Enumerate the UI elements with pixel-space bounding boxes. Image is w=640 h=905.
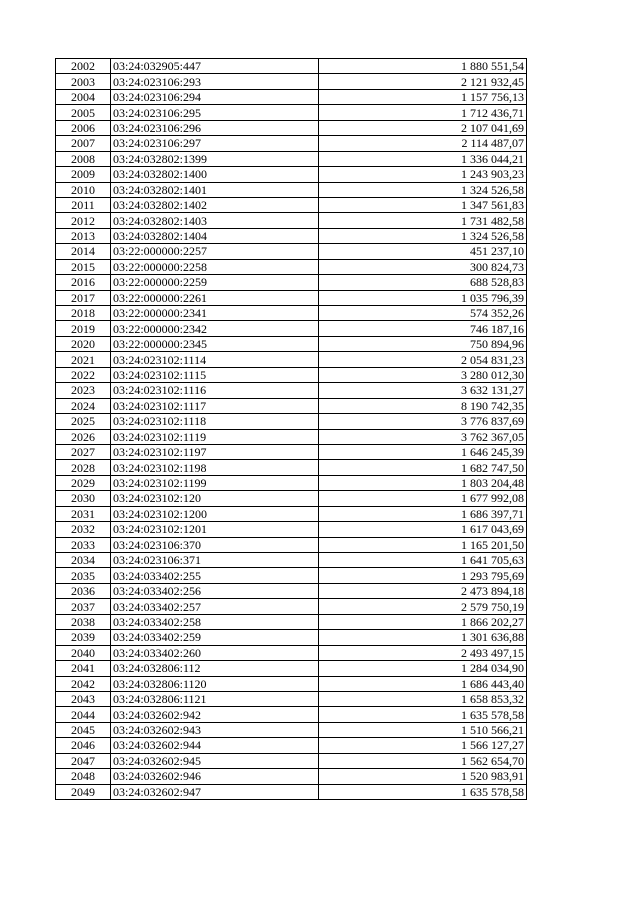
cadastral-value-cell: 2 473 894,18 [319, 583, 527, 598]
table-row [56, 722, 527, 737]
table-row [56, 136, 527, 151]
cadastral-number-cell: 03:24:032602:943 [111, 722, 319, 737]
cadastral-value-cell: 1 880 551,54 [319, 59, 527, 74]
row-number-cell: 2040 [56, 645, 111, 660]
row-number-cell: 2008 [56, 151, 111, 166]
table-row [56, 444, 527, 459]
table-row [56, 707, 527, 722]
cadastral-number-cell: 03:24:023102:1200 [111, 506, 319, 521]
cadastral-number-cell: 03:24:023106:370 [111, 537, 319, 552]
table-row [56, 383, 527, 398]
cadastral-value-cell: 1 686 443,40 [319, 676, 527, 691]
row-number-cell: 2018 [56, 306, 111, 321]
table-row [56, 630, 527, 645]
row-number-cell: 2028 [56, 460, 111, 475]
row-number-cell: 2041 [56, 661, 111, 676]
table-row [56, 197, 527, 212]
table-row [56, 336, 527, 351]
cadastral-number-cell: 03:24:032802:1403 [111, 213, 319, 228]
cadastral-number-cell: 03:24:032602:944 [111, 738, 319, 753]
cadastral-value-cell: 1 686 397,71 [319, 506, 527, 521]
cadastral-value-cell: 1 677 992,08 [319, 491, 527, 506]
table-row [56, 398, 527, 413]
row-number-cell: 2046 [56, 738, 111, 753]
table-row [56, 59, 527, 74]
cadastral-value-cell: 1 562 654,70 [319, 753, 527, 768]
cadastral-value-cell: 451 237,10 [319, 244, 527, 259]
cadastral-number-cell: 03:22:000000:2259 [111, 275, 319, 290]
cadastral-number-cell: 03:24:032602:945 [111, 753, 319, 768]
cadastral-number-cell: 03:24:032802:1401 [111, 182, 319, 197]
table-row [56, 228, 527, 243]
table-row [56, 275, 527, 290]
row-number-cell: 2031 [56, 506, 111, 521]
cadastral-number-cell: 03:22:000000:2257 [111, 244, 319, 259]
cadastral-value-cell: 1 347 561,83 [319, 197, 527, 212]
table-row [56, 105, 527, 120]
table-row [56, 676, 527, 691]
cadastral-number-cell: 03:24:023102:1199 [111, 475, 319, 490]
row-number-cell: 2011 [56, 197, 111, 212]
cadastral-value-cell: 1 682 747,50 [319, 460, 527, 475]
table-row [56, 182, 527, 197]
cadastral-number-cell: 03:22:000000:2345 [111, 336, 319, 351]
cadastral-number-cell: 03:24:023102:1201 [111, 522, 319, 537]
cadastral-number-cell: 03:24:033402:260 [111, 645, 319, 660]
table-row [56, 738, 527, 753]
cadastral-number-cell: 03:24:033402:259 [111, 630, 319, 645]
row-number-cell: 2006 [56, 120, 111, 135]
cadastral-number-cell: 03:22:000000:2341 [111, 306, 319, 321]
cadastral-value-cell: 1 157 756,13 [319, 89, 527, 104]
cadastral-value-cell: 1 646 245,39 [319, 444, 527, 459]
cadastral-number-cell: 03:24:032802:1402 [111, 197, 319, 212]
table-row [56, 506, 527, 521]
cadastral-value-cell: 688 528,83 [319, 275, 527, 290]
table-row [56, 259, 527, 274]
cadastral-value-cell: 3 280 012,30 [319, 367, 527, 382]
cadastral-value-cell: 1 635 578,58 [319, 707, 527, 722]
table-body [56, 59, 527, 800]
cadastral-value-cell: 2 054 831,23 [319, 352, 527, 367]
row-number-cell: 2025 [56, 414, 111, 429]
table-row [56, 537, 527, 552]
row-number-cell: 2013 [56, 228, 111, 243]
row-number-cell: 2044 [56, 707, 111, 722]
table-row [56, 583, 527, 598]
cadastral-number-cell: 03:24:023106:293 [111, 74, 319, 89]
table-row [56, 599, 527, 614]
cadastral-value-cell: 1 658 853,32 [319, 691, 527, 706]
cadastral-value-cell: 1 035 796,39 [319, 290, 527, 305]
cadastral-value-cell: 574 352,26 [319, 306, 527, 321]
cadastral-number-cell: 03:24:032806:1120 [111, 676, 319, 691]
row-number-cell: 2043 [56, 691, 111, 706]
table-row [56, 753, 527, 768]
cadastral-value-cell: 1 803 204,48 [319, 475, 527, 490]
table-row [56, 367, 527, 382]
cadastral-number-cell: 03:24:033402:258 [111, 614, 319, 629]
cadastral-number-cell: 03:24:032802:1400 [111, 167, 319, 182]
row-number-cell: 2016 [56, 275, 111, 290]
cadastral-value-cell: 1 866 202,27 [319, 614, 527, 629]
cadastral-number-cell: 03:24:032802:1399 [111, 151, 319, 166]
table-row [56, 120, 527, 135]
row-number-cell: 2039 [56, 630, 111, 645]
cadastral-value-cell: 3 776 837,69 [319, 414, 527, 429]
cadastral-number-cell: 03:24:023102:1115 [111, 367, 319, 382]
cadastral-number-cell: 03:24:023102:1198 [111, 460, 319, 475]
cadastral-number-cell: 03:24:023106:297 [111, 136, 319, 151]
row-number-cell: 2019 [56, 321, 111, 336]
cadastral-number-cell: 03:24:033402:255 [111, 568, 319, 583]
cadastral-number-cell: 03:24:023102:1197 [111, 444, 319, 459]
cadastral-value-cell: 1 301 636,88 [319, 630, 527, 645]
table-row [56, 352, 527, 367]
table-row [56, 290, 527, 305]
row-number-cell: 2023 [56, 383, 111, 398]
table-row [56, 429, 527, 444]
cadastral-value-cell: 2 579 750,19 [319, 599, 527, 614]
cadastral-number-cell: 03:22:000000:2261 [111, 290, 319, 305]
cadastral-number-cell: 03:24:032602:946 [111, 769, 319, 784]
table-row [56, 691, 527, 706]
cadastral-value-cell: 1 165 201,50 [319, 537, 527, 552]
cadastral-number-cell: 03:24:023106:371 [111, 553, 319, 568]
cadastral-number-cell: 03:24:023106:295 [111, 105, 319, 120]
cadastral-number-cell: 03:24:032602:942 [111, 707, 319, 722]
table-row [56, 460, 527, 475]
row-number-cell: 2003 [56, 74, 111, 89]
cadastral-number-cell: 03:24:023106:294 [111, 89, 319, 104]
table-row [56, 769, 527, 784]
cadastral-number-cell: 03:24:023102:1118 [111, 414, 319, 429]
table-row [56, 89, 527, 104]
cadastral-value-cell: 1 284 034,90 [319, 661, 527, 676]
row-number-cell: 2033 [56, 537, 111, 552]
table-row [56, 553, 527, 568]
cadastral-value-cell: 1 731 482,58 [319, 213, 527, 228]
table-row [56, 167, 527, 182]
cadastral-number-cell: 03:24:032602:947 [111, 784, 319, 799]
cadastral-value-table [55, 58, 527, 800]
table-row [56, 151, 527, 166]
row-number-cell: 2034 [56, 553, 111, 568]
cadastral-value-cell: 1 324 526,58 [319, 182, 527, 197]
cadastral-number-cell: 03:24:032806:1121 [111, 691, 319, 706]
cadastral-value-cell: 1 243 903,23 [319, 167, 527, 182]
cadastral-value-cell: 3 762 367,05 [319, 429, 527, 444]
cadastral-value-cell: 8 190 742,35 [319, 398, 527, 413]
table-row [56, 244, 527, 259]
cadastral-value-cell: 1 641 705,63 [319, 553, 527, 568]
table-row [56, 321, 527, 336]
cadastral-value-cell: 300 824,73 [319, 259, 527, 274]
row-number-cell: 2024 [56, 398, 111, 413]
cadastral-value-cell: 2 121 932,45 [319, 74, 527, 89]
cadastral-value-cell: 3 632 131,27 [319, 383, 527, 398]
cadastral-value-cell: 750 894,96 [319, 336, 527, 351]
table-row [56, 568, 527, 583]
row-number-cell: 2026 [56, 429, 111, 444]
cadastral-number-cell: 03:24:032802:1404 [111, 228, 319, 243]
row-number-cell: 2048 [56, 769, 111, 784]
row-number-cell: 2014 [56, 244, 111, 259]
row-number-cell: 2020 [56, 336, 111, 351]
cadastral-value-cell: 2 493 497,15 [319, 645, 527, 660]
row-number-cell: 2021 [56, 352, 111, 367]
cadastral-number-cell: 03:22:000000:2342 [111, 321, 319, 336]
row-number-cell: 2027 [56, 444, 111, 459]
cadastral-number-cell: 03:24:023102:1116 [111, 383, 319, 398]
cadastral-number-cell: 03:24:023102:1114 [111, 352, 319, 367]
cadastral-value-cell: 1 520 983,91 [319, 769, 527, 784]
cadastral-value-cell: 1 336 044,21 [319, 151, 527, 166]
cadastral-number-cell: 03:24:023102:1117 [111, 398, 319, 413]
row-number-cell: 2007 [56, 136, 111, 151]
cadastral-value-cell: 1 324 526,58 [319, 228, 527, 243]
cadastral-value-cell: 2 114 487,07 [319, 136, 527, 151]
cadastral-number-cell: 03:24:033402:256 [111, 583, 319, 598]
row-number-cell: 2047 [56, 753, 111, 768]
row-number-cell: 2002 [56, 59, 111, 74]
row-number-cell: 2009 [56, 167, 111, 182]
row-number-cell: 2022 [56, 367, 111, 382]
row-number-cell: 2042 [56, 676, 111, 691]
cadastral-number-cell: 03:22:000000:2258 [111, 259, 319, 274]
cadastral-value-cell: 746 187,16 [319, 321, 527, 336]
cadastral-number-cell: 03:24:033402:257 [111, 599, 319, 614]
row-number-cell: 2015 [56, 259, 111, 274]
cadastral-value-cell: 1 293 795,69 [319, 568, 527, 583]
table-row [56, 306, 527, 321]
row-number-cell: 2012 [56, 213, 111, 228]
cadastral-value-cell: 2 107 041,69 [319, 120, 527, 135]
cadastral-number-cell: 03:24:023106:296 [111, 120, 319, 135]
table-row [56, 522, 527, 537]
row-number-cell: 2036 [56, 583, 111, 598]
table-row [56, 491, 527, 506]
table-row [56, 213, 527, 228]
table-row [56, 414, 527, 429]
cadastral-value-cell: 1 635 578,58 [319, 784, 527, 799]
row-number-cell: 2004 [56, 89, 111, 104]
row-number-cell: 2045 [56, 722, 111, 737]
table-row [56, 614, 527, 629]
cadastral-value-cell: 1 712 436,71 [319, 105, 527, 120]
table-row [56, 74, 527, 89]
cadastral-value-cell: 1 510 566,21 [319, 722, 527, 737]
table-row [56, 661, 527, 676]
row-number-cell: 2037 [56, 599, 111, 614]
cadastral-value-cell: 1 617 043,69 [319, 522, 527, 537]
row-number-cell: 2049 [56, 784, 111, 799]
row-number-cell: 2029 [56, 475, 111, 490]
row-number-cell: 2032 [56, 522, 111, 537]
row-number-cell: 2030 [56, 491, 111, 506]
cadastral-number-cell: 03:24:032905:447 [111, 59, 319, 74]
table-row [56, 784, 527, 799]
cadastral-number-cell: 03:24:032806:112 [111, 661, 319, 676]
row-number-cell: 2017 [56, 290, 111, 305]
table-row [56, 475, 527, 490]
row-number-cell: 2010 [56, 182, 111, 197]
cadastral-number-cell: 03:24:023102:120 [111, 491, 319, 506]
row-number-cell: 2005 [56, 105, 111, 120]
row-number-cell: 2038 [56, 614, 111, 629]
row-number-cell: 2035 [56, 568, 111, 583]
cadastral-value-cell: 1 566 127,27 [319, 738, 527, 753]
cadastral-number-cell: 03:24:023102:1119 [111, 429, 319, 444]
table-row [56, 645, 527, 660]
